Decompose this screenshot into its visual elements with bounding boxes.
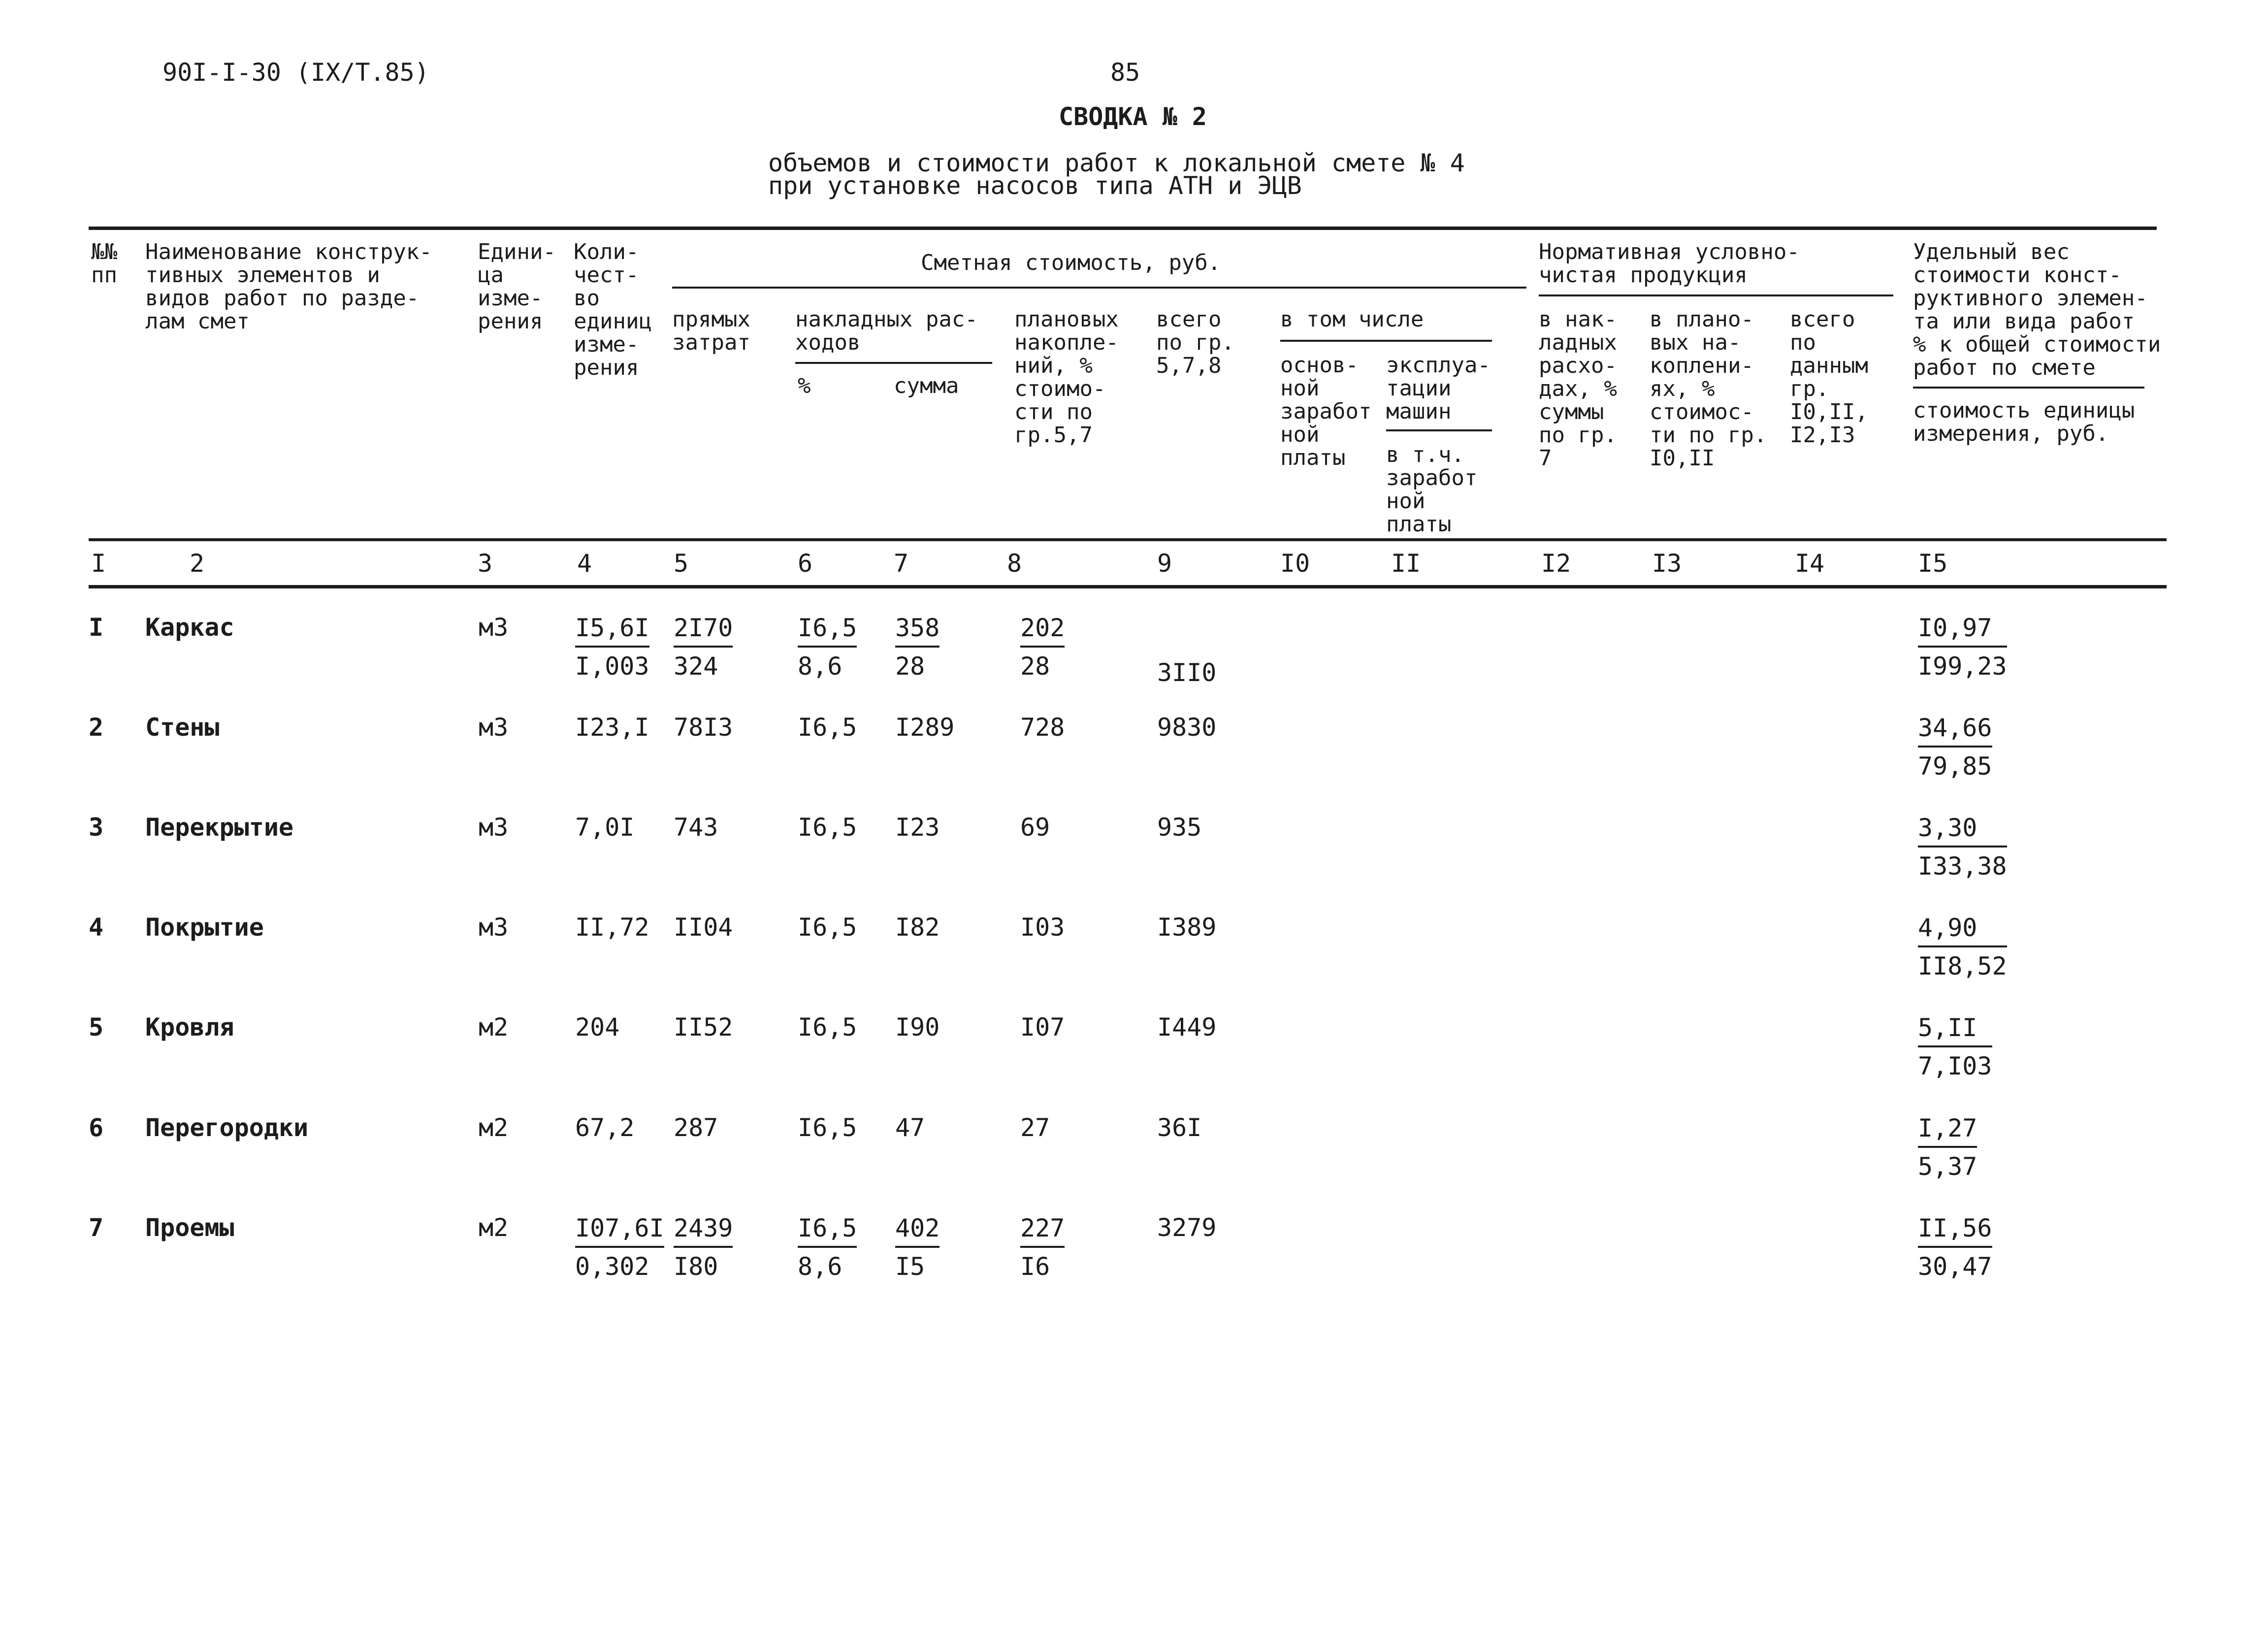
column-number: 8 — [1007, 549, 1022, 578]
cell-overhead-sum: I289 — [895, 713, 955, 742]
cell-planned-savings: I07 — [1020, 1013, 1065, 1042]
cell-row-number: 6 — [89, 1113, 104, 1142]
cell-overhead-sum-numerator: 402 — [895, 1213, 940, 1248]
cell-direct-costs — [674, 1213, 733, 1281]
cell-direct-costs: II04 — [674, 913, 733, 942]
cell-overhead-percent-denominator: 8,6 — [798, 652, 842, 681]
header-bottom-rule — [89, 538, 2167, 541]
cell-overhead-percent — [798, 613, 857, 681]
cell-overhead-sum: I23 — [895, 813, 940, 842]
cell-direct-costs-numerator: 2439 — [674, 1213, 733, 1248]
cell-element-name: Стены — [145, 713, 220, 742]
header-machine-operation: эксплуа- тации машин — [1386, 353, 1490, 424]
cell-overhead-percent: I6,5 — [798, 813, 857, 842]
column-number: 5 — [674, 549, 689, 578]
column-number: I2 — [1541, 549, 1571, 578]
cell-direct-costs: 743 — [674, 813, 718, 842]
cell-share-unit-cost-denominator: 30,47 — [1918, 1252, 1992, 1281]
cell-planned-savings-denominator: 28 — [1020, 652, 1050, 681]
cell-row-number: 2 — [89, 713, 104, 742]
cell-overhead-sum — [895, 1213, 940, 1281]
cell-element-name: Каркас — [145, 613, 234, 642]
cell-row-number: 3 — [89, 813, 104, 842]
cell-direct-costs-denominator: 324 — [674, 652, 718, 681]
cell-share-unit-cost-denominator: I99,23 — [1918, 652, 2007, 681]
cell-overhead-sum: I82 — [895, 913, 940, 942]
column-number: I5 — [1918, 549, 1948, 578]
column-number: 3 — [478, 549, 493, 578]
header-planned-savings: плановых накопле- ний, % стоимо- сти по гр.5,7 — [1014, 307, 1119, 448]
column-numbers-rule — [89, 585, 2167, 588]
cell-planned-savings: I03 — [1020, 913, 1065, 942]
cell-planned-savings — [1020, 1213, 1065, 1281]
header-overhead-sum: сумма — [894, 373, 959, 398]
cell-share-unit-cost-numerator: I,27 — [1918, 1113, 1977, 1148]
cell-overhead-sum-denominator: I5 — [895, 1252, 925, 1281]
cell-planned-savings: 728 — [1020, 713, 1065, 742]
header-machine-rule — [1386, 429, 1492, 431]
cell-planned-savings-numerator: 202 — [1020, 613, 1065, 648]
header-unit: Едини- ца изме- рения — [478, 239, 556, 334]
cell-total: 3II0 — [1157, 658, 1217, 687]
cell-element-name: Проемы — [145, 1213, 234, 1242]
cell-share-unit-cost-numerator: 5,II — [1918, 1013, 1992, 1047]
cell-unit: м3 — [479, 713, 509, 742]
cell-unit: м2 — [479, 1113, 509, 1142]
cell-overhead-sum-denominator: 28 — [895, 652, 925, 681]
cell-overhead-sum: I90 — [895, 1013, 940, 1042]
cell-total: 36I — [1157, 1113, 1202, 1142]
cell-unit: м3 — [479, 913, 509, 942]
header-estimated-cost: Сметная стоимость, руб. — [921, 250, 1221, 275]
cell-quantity: 7,0I — [575, 813, 635, 842]
cell-quantity: 204 — [575, 1013, 620, 1042]
cell-quantity: II,72 — [575, 913, 649, 942]
cell-row-number: 7 — [89, 1213, 104, 1242]
cell-overhead-percent: I6,5 — [798, 713, 857, 742]
cell-share-unit-cost — [1918, 613, 2007, 681]
cell-share-unit-cost — [1918, 1113, 1977, 1181]
cell-overhead-percent: I6,5 — [798, 1113, 857, 1142]
document-code: 90I-I-30 (IX/T.85) — [162, 58, 429, 87]
cell-share-unit-cost-denominator: 79,85 — [1918, 752, 1992, 781]
cell-overhead-sum — [895, 613, 940, 681]
cell-share-unit-cost-numerator: I0,97 — [1918, 613, 2007, 648]
page-number: 85 — [1110, 58, 1140, 87]
cell-overhead-sum-numerator: 358 — [895, 613, 940, 648]
cell-share-unit-cost — [1918, 1213, 1992, 1281]
header-including-rule — [1280, 340, 1492, 342]
header-normative-overhead: в нак- ладных расхо- дах, % суммы по гр. 7 — [1539, 307, 1617, 471]
header-normative-total: всего по данным гр. I0,II, I2,I3 — [1790, 307, 1868, 448]
header-unit-cost: стоимость единицы измерения, руб. — [1913, 398, 2135, 446]
column-number: 7 — [894, 549, 909, 578]
cell-quantity — [575, 613, 649, 681]
header-overhead-percent: % — [798, 373, 811, 398]
header-normative-rule — [1539, 294, 1893, 296]
header-overhead-rule — [795, 362, 992, 364]
cell-direct-costs — [674, 613, 733, 681]
subtitle-line-2: при установке насосов типа АТН и ЭЦВ — [768, 171, 1302, 200]
cell-share-unit-cost-numerator: 4,90 — [1918, 913, 2007, 947]
cell-unit: м3 — [479, 813, 509, 842]
cell-direct-costs: II52 — [674, 1013, 733, 1042]
cell-row-number: 5 — [89, 1013, 104, 1042]
header-direct-costs: прямых затрат — [672, 307, 750, 355]
cell-share-unit-cost-numerator: 3,30 — [1918, 813, 2007, 847]
cell-share-unit-cost-denominator: I33,38 — [1918, 852, 2007, 880]
cell-planned-savings: 27 — [1020, 1113, 1050, 1142]
cell-row-number: I — [89, 613, 104, 642]
cell-unit: м2 — [479, 1213, 509, 1242]
cell-share-unit-cost-denominator: 7,I03 — [1918, 1052, 1992, 1080]
header-normative-production: Нормативная условно- чистая продукция — [1539, 239, 1800, 288]
subtitle-line-1: объемов и стоимости работ к локальной смете № 4 — [768, 149, 1465, 177]
cell-overhead-percent-numerator: I6,5 — [798, 1213, 857, 1248]
cell-row-number: 4 — [89, 913, 104, 942]
cell-unit: м3 — [479, 613, 509, 642]
cell-element-name: Покрытие — [145, 913, 264, 942]
page-title: СВОДКА № 2 — [1059, 102, 1207, 131]
header-share-rule — [1913, 387, 2144, 389]
cell-planned-savings: 69 — [1020, 813, 1050, 842]
column-number: I — [91, 549, 106, 578]
header-machine-wage: в т.ч. заработ ной платы — [1386, 442, 1478, 537]
cell-overhead-percent: I6,5 — [798, 1013, 857, 1042]
column-number: 4 — [577, 549, 592, 578]
cell-element-name: Перегородки — [145, 1113, 309, 1142]
header-overhead: накладных рас- ходов — [795, 307, 978, 355]
header-including: в том числе — [1280, 307, 1424, 332]
cell-overhead-percent — [798, 1213, 857, 1281]
cell-direct-costs: 287 — [674, 1113, 718, 1142]
cell-planned-savings — [1020, 613, 1065, 681]
header-cost-rule — [672, 287, 1526, 289]
cell-unit: м2 — [479, 1013, 509, 1042]
cell-share-unit-cost-numerator: II,56 — [1918, 1213, 1992, 1248]
cell-quantity: 67,2 — [575, 1113, 635, 1142]
cell-planned-savings-numerator: 227 — [1020, 1213, 1065, 1248]
column-number: 6 — [798, 549, 813, 578]
cell-share-unit-cost — [1918, 913, 2007, 981]
column-number: 9 — [1157, 549, 1172, 578]
header-quantity: Коли- чест- во единиц изме- рения — [574, 239, 652, 380]
column-number: I3 — [1652, 549, 1682, 578]
header-share-of-cost: Удельный вес стоимости конст- руктивного элемен- та или вида работ % к общей стоимости работ по смете — [1913, 239, 2161, 380]
cell-direct-costs-numerator: 2I70 — [674, 613, 733, 648]
cell-total: 9830 — [1157, 713, 1217, 742]
cell-overhead-percent-numerator: I6,5 — [798, 613, 857, 648]
cell-quantity-denominator: 0,302 — [575, 1252, 649, 1281]
cell-share-unit-cost-denominator: 5,37 — [1918, 1152, 1977, 1181]
cell-quantity — [575, 1213, 664, 1281]
cell-share-unit-cost-numerator: 34,66 — [1918, 713, 1992, 748]
column-number: I4 — [1795, 549, 1825, 578]
header-normative-planned: в плано- вых на- коплени- ях, % стоимос- ти по гр. I0,II — [1650, 307, 1767, 471]
header-total: всего по гр. 5,7,8 — [1156, 307, 1234, 378]
cell-planned-savings-denominator: I6 — [1020, 1252, 1050, 1281]
column-number: I0 — [1280, 549, 1310, 578]
cell-share-unit-cost — [1918, 1013, 1992, 1081]
cell-overhead-percent-denominator: 8,6 — [798, 1252, 842, 1281]
cell-total: 3279 — [1157, 1213, 1217, 1242]
cell-overhead-sum: 47 — [895, 1113, 925, 1142]
cell-overhead-percent: I6,5 — [798, 913, 857, 942]
cell-quantity-numerator: I5,6I — [575, 613, 649, 648]
column-number: 2 — [190, 549, 205, 578]
cell-share-unit-cost — [1918, 713, 1992, 781]
header-element-name: Наименование конструк- тивных элементов и видов работ по разде- лам смет — [145, 239, 432, 334]
column-number: II — [1391, 549, 1421, 578]
cell-total: I449 — [1157, 1013, 1217, 1042]
cell-total: I389 — [1157, 913, 1217, 942]
cell-share-unit-cost-denominator: II8,52 — [1918, 952, 2007, 980]
cell-quantity-denominator: I,003 — [575, 652, 649, 681]
cell-share-unit-cost — [1918, 813, 2007, 881]
cell-element-name: Перекрытие — [145, 813, 294, 842]
cell-direct-costs-denominator: I80 — [674, 1252, 718, 1281]
header-row-number: №№ пп — [91, 239, 117, 288]
table-top-rule — [89, 227, 2157, 230]
cell-direct-costs: 78I3 — [674, 713, 733, 742]
cell-total: 935 — [1157, 813, 1202, 842]
cell-quantity: I23,I — [575, 713, 649, 742]
header-base-wage: основ- ной заработ ной платы — [1280, 353, 1372, 470]
cell-quantity-numerator: I07,6I — [575, 1213, 664, 1248]
cell-element-name: Кровля — [145, 1013, 234, 1042]
